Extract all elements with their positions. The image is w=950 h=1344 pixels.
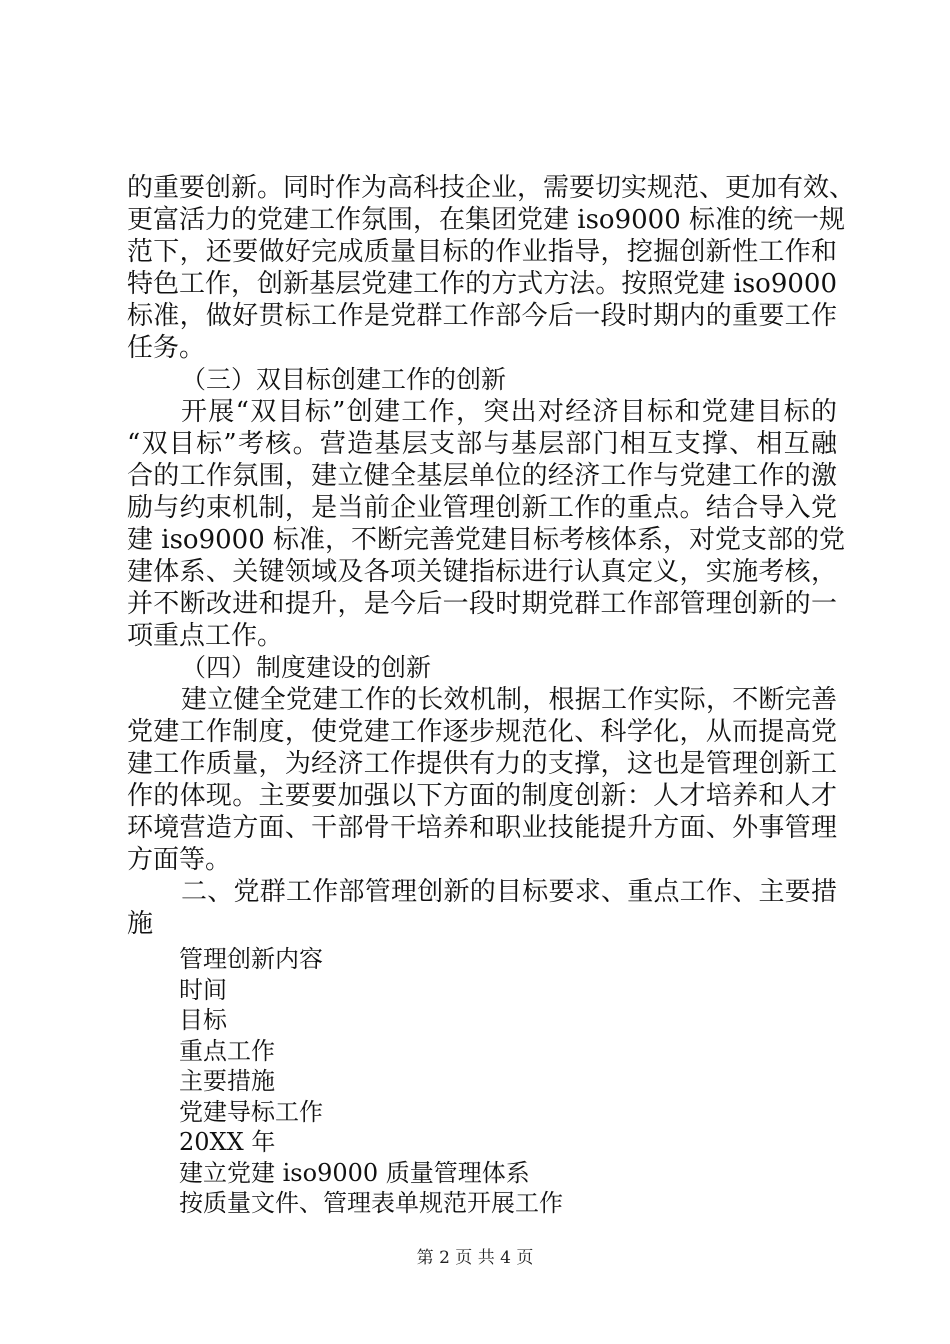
list-item: 重点工作 bbox=[179, 1036, 275, 1065]
list-item: 主要措施 bbox=[179, 1067, 275, 1095]
text-line: 二、党群工作部管理创新的目标要求、重点工作、主要措 bbox=[181, 877, 837, 907]
text-line: 范下，还要做好完成质量目标的作业指导，挖掘创新性工作和 bbox=[127, 237, 837, 267]
text-line: 环境营造方面、干部骨干培养和职业技能提升方面、外事管理 bbox=[127, 813, 837, 843]
text-line: 特色工作，创新基层党建工作的方式方法。按照党建 iso9000 bbox=[127, 269, 837, 299]
list-item: 管理创新内容 bbox=[179, 945, 323, 973]
page-footer: 第 2 页 共 4 页 bbox=[416, 1248, 534, 1268]
list-item: 建立党建 iso9000 质量管理体系 bbox=[179, 1158, 530, 1187]
text-line: 并不断改进和提升，是今后一段时期党群工作部管理创新的一 bbox=[127, 589, 837, 619]
text-line: 建立健全党建工作的长效机制，根据工作实际，不断完善 bbox=[181, 685, 837, 715]
text-line: 励与约束机制，是当前企业管理创新工作的重点。结合导入党 bbox=[127, 493, 837, 523]
text-line: 的重要创新。同时作为高科技企业，需要切实规范、更加有效、 bbox=[127, 173, 856, 203]
list-item: 党建导标工作 bbox=[179, 1097, 323, 1126]
list-item: 按质量文件、管理表单规范开展工作 bbox=[179, 1189, 563, 1217]
text-line: 项重点工作。 bbox=[127, 621, 284, 651]
table-items-list bbox=[127, 944, 837, 1219]
section-heading-3: （三）双目标创建工作的创新 bbox=[181, 365, 507, 394]
list-item: 20XX 年 bbox=[179, 1128, 276, 1156]
list-item: 目标 bbox=[179, 1006, 227, 1034]
text-line: 施 bbox=[127, 909, 154, 939]
text-line: 开展“双目标”创建工作，突出对经济目标和党建目标的 bbox=[181, 397, 837, 427]
text-line: 建 iso9000 标准，不断完善党建目标考核体系，对党支部的党 bbox=[127, 525, 846, 555]
paragraph-dual-target bbox=[127, 396, 846, 652]
paragraph-system-building bbox=[127, 684, 837, 876]
document-body bbox=[127, 172, 856, 1219]
text-line: 作的体现。主要要加强以下方面的制度创新：人才培养和人才 bbox=[127, 781, 837, 811]
text-line: 更富活力的党建工作氛围，在集团党建 iso9000 标准的统一规 bbox=[127, 205, 846, 235]
text-line: 任务。 bbox=[127, 333, 206, 363]
text-line: 合的工作氛围，建立健全基层单位的经济工作与党建工作的激 bbox=[127, 461, 837, 491]
text-line: 标准，做好贯标工作是党群工作部今后一段时期内的重要工作 bbox=[127, 301, 837, 331]
paragraph-continuation bbox=[127, 172, 856, 364]
text-line: 建工作质量，为经济工作提供有力的支撑，这也是管理创新工 bbox=[127, 749, 837, 779]
text-line: “双目标”考核。营造基层支部与基层部门相互支撑、相互融 bbox=[127, 429, 837, 459]
text-line: 方面等。 bbox=[127, 845, 232, 875]
list-item: 时间 bbox=[179, 975, 227, 1004]
section-heading-4: （四）制度建设的创新 bbox=[181, 653, 432, 682]
section-heading-2 bbox=[127, 876, 837, 940]
text-line: 党建工作制度，使党建工作逐步规范化、科学化，从而提高党 bbox=[127, 717, 837, 747]
text-line: 建体系、关键领域及各项关键指标进行认真定义，实施考核， bbox=[127, 557, 837, 587]
